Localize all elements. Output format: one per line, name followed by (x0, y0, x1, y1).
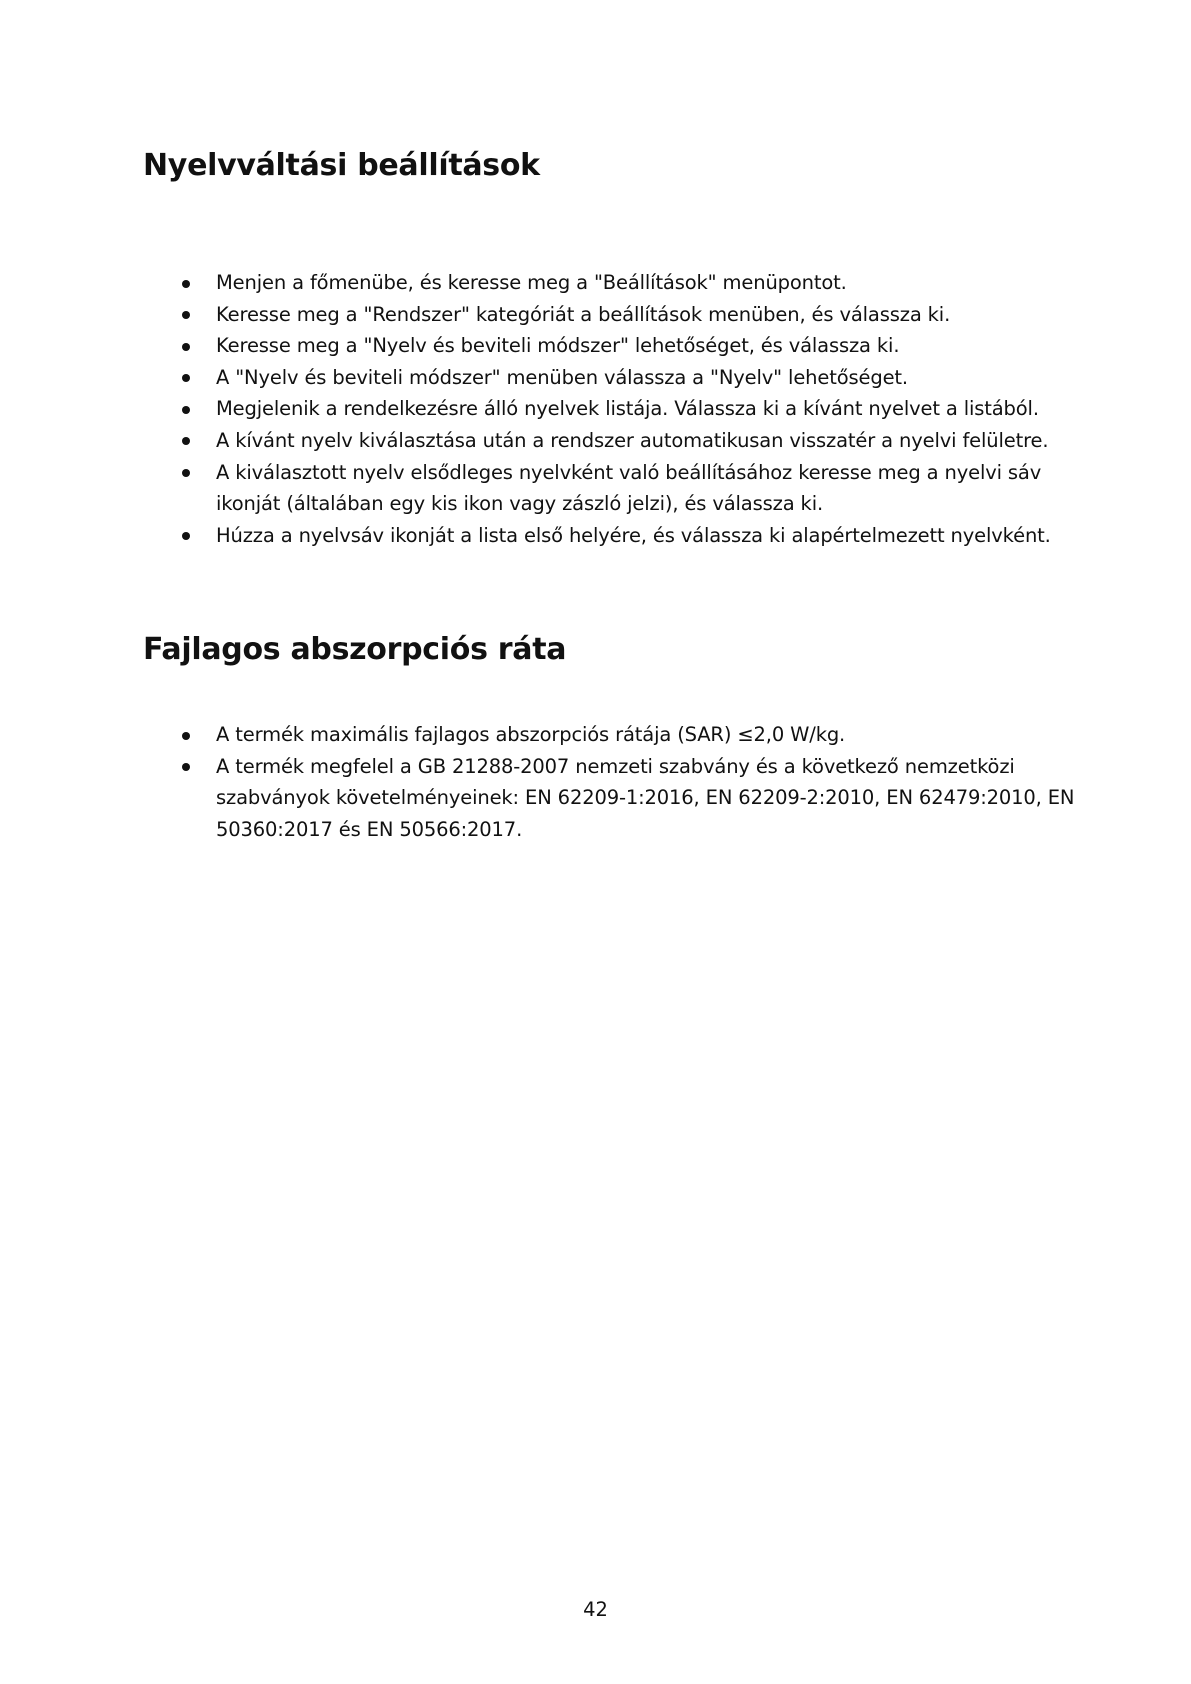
bullet-icon (182, 469, 190, 477)
section-heading-sar: Fajlagos abszorpciós ráta (143, 632, 567, 667)
bullet-icon (182, 343, 190, 351)
bullet-icon (182, 311, 190, 319)
list-item (175, 299, 1075, 331)
bullet-icon (182, 280, 190, 288)
bullet-icon (182, 763, 190, 771)
list-item (175, 751, 1075, 846)
language-settings-list (175, 267, 1075, 551)
section-heading-language-settings: Nyelvváltási beállítások (143, 148, 540, 183)
list-item (175, 267, 1075, 299)
list-item (175, 362, 1075, 394)
list-item-text: Keresse meg a "Rendszer" kategóriát a beállítások menüben, és válassza ki. (216, 302, 951, 326)
list-item (175, 425, 1075, 457)
list-item-text: A "Nyelv és beviteli módszer" menüben válassza a "Nyelv" lehetőséget. (216, 365, 908, 389)
list-item-text: Megjelenik a rendelkezésre álló nyelvek listája. Válassza ki a kívánt nyelvet a listából. (216, 397, 1039, 421)
list-item (175, 520, 1075, 552)
bullet-icon (182, 732, 190, 740)
bullet-icon (182, 406, 190, 414)
list-item-text: Húzza a nyelvsáv ikonját a lista első helyére, és válassza ki alapértelmezett nyelvként. (216, 523, 1051, 547)
list-item (175, 393, 1075, 425)
list-item-text: A termék megfelel a GB 21288-2007 nemzeti szabvány és a következő nemzetközi szabványok követelményeinek: EN 62209-1:2016, EN 62209-2:2010, EN 62479:2010, EN 50360:2017 és EN 50566:2017. (216, 754, 1075, 841)
bullet-icon (182, 437, 190, 445)
list-item-text: A kiválasztott nyelv elsődleges nyelvként való beállításához keresse meg a nyelvi sáv ikonját (általában egy kis ikon vagy zászló jelzi), és válassza ki. (216, 460, 1042, 516)
list-item-text: Menjen a főmenübe, és keresse meg a "Beállítások" menüpontot. (216, 271, 847, 294)
page-number: 42 (583, 1598, 608, 1621)
list-item-text: A kívánt nyelv kiválasztása után a rendszer automatikusan visszatér a nyelvi felületre. (216, 428, 1049, 452)
list-item (175, 719, 1075, 751)
list-item (175, 457, 1075, 520)
list-item-text: A termék maximális fajlagos abszorpciós rátája (SAR) ≤2,0 W/kg. (216, 723, 846, 746)
list-item-text: Keresse meg a "Nyelv és beviteli módszer" lehetőséget, és válassza ki. (216, 334, 900, 358)
bullet-icon (182, 374, 190, 382)
sar-list (175, 719, 1075, 845)
bullet-icon (182, 532, 190, 540)
list-item (175, 330, 1075, 362)
